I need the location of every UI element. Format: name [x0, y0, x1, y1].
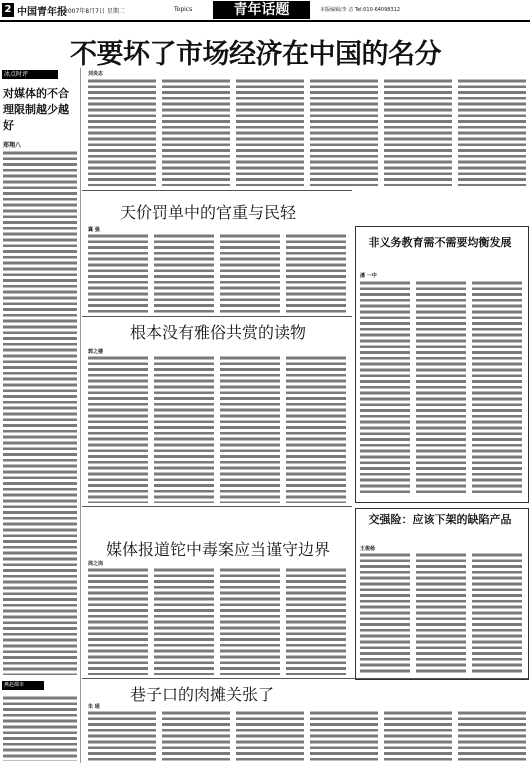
left-column-bottom-body [3, 695, 77, 761]
topics-label: Topics [174, 6, 193, 13]
article-author: 王俊杨 [360, 546, 376, 552]
section-title: 青年话题 [213, 1, 310, 19]
article-author: 郭之楼 [88, 349, 104, 355]
article-body [88, 710, 528, 762]
article-headline: 根本没有雅俗共赏的读物 [130, 323, 307, 342]
main-headline: 不要坏了市场经济在中国的名分 [70, 39, 441, 70]
article-body [360, 552, 522, 674]
article-headline: 天价罚单中的官重与民轻 [120, 203, 297, 222]
issue-date: 2007年8月7日 星期二 [64, 8, 125, 15]
article-body [360, 280, 522, 496]
header-rule [0, 20, 530, 22]
left-column-body [3, 150, 77, 675]
article-headline: 媒体报道铊中毒案应当谨守边界 [106, 540, 331, 559]
article-author: 周之岗 [88, 561, 104, 567]
editor-contact: 本版编辑/李 洁 Tel:010-64098312 [320, 7, 401, 13]
article-body [88, 233, 348, 313]
article-author: 潘 一中 [360, 273, 377, 279]
newspaper-logo: 中国青年报 [17, 7, 67, 18]
divider [82, 506, 352, 507]
column-tag: 冰点时评 [2, 70, 58, 79]
left-column-author: 郑翔八 [3, 142, 22, 149]
page-number: 2 [2, 3, 14, 17]
top-article-body [88, 78, 528, 186]
left-column-title: 对媒体的不合理限制越少越好 [3, 87, 69, 132]
divider [82, 316, 352, 317]
article-headline: 巷子口的肉摊关张了 [130, 685, 275, 704]
article-body [88, 567, 348, 675]
top-article-author: 刘炎志 [88, 71, 104, 77]
article-headline: 非义务教育需不需要均衡发展 [368, 236, 512, 249]
article-headline: 交强险：应该下架的缺陷产品 [368, 513, 512, 526]
divider [82, 190, 352, 191]
bottom-tag: 燕赵都市 [2, 681, 44, 690]
article-body [88, 355, 348, 503]
article-author: 朱 瑶 [88, 704, 100, 710]
article-author: 冀 强 [88, 227, 100, 233]
divider [82, 678, 528, 679]
